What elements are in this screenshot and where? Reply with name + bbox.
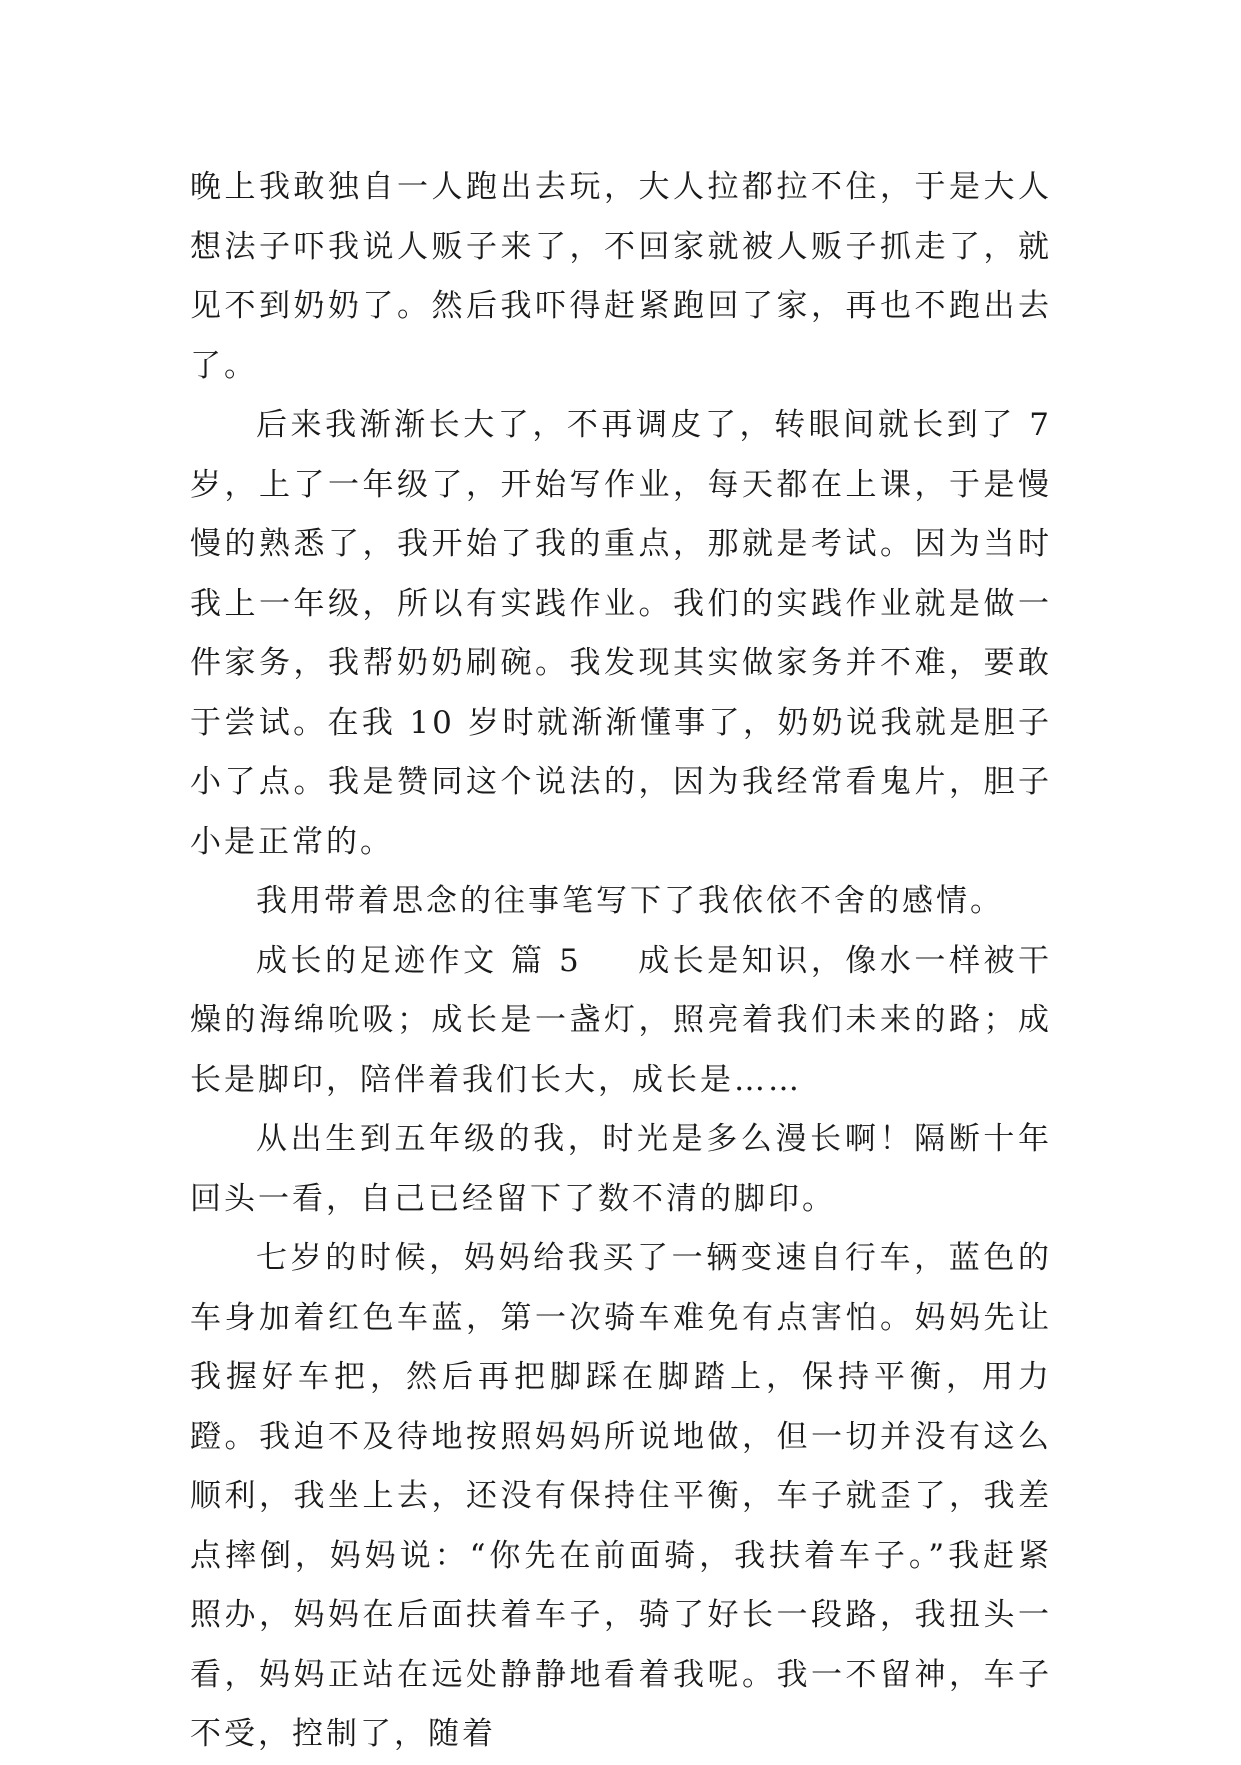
paragraph-4 [190, 932, 1052, 1111]
paragraph-5: 从出生到五年级的我，时光是多么漫长啊！隔断十年回头一看，自己已经留下了数不清的脚印。 [190, 1121, 1052, 1217]
paragraph-3: 我用带着思念的往事笔写下了我依依不舍的感情。 [256, 883, 1004, 919]
paragraph-2: 后来我渐渐长大了，不再调皮了，转眼间就长到了 7 岁，上了一年级了，开始写作业，每天都在上课，于是慢慢的熟悉了，我开始了我的重点，那就是考试。因为当时我上一年级，所以有实践作业。我们的实践作业就是做一件家务，我帮奶奶刷碗。我发现其实做家务并不难，要敢于尝试。在我 10 岁时就渐渐懂事了，奶奶说我就是胆子小了点。我是赞同这个说法的，因为我经常看鬼片，胆子小是正常的。 [190, 407, 1052, 860]
section-heading: 成长的足迹作文 篇 5 [256, 942, 582, 979]
paragraph-4-text: 成长是知识，像水一样被干燥的海绵吮吸；成长是一盏灯，照亮着我们未来的路；成长是脚印，陪伴着我们长大，成长是…… [190, 942, 1052, 1098]
document-body [190, 158, 1052, 1765]
paragraph-1: 晚上我敢独自一人跑出去玩，大人拉都拉不住，于是大人想法子吓我说人贩子来了，不回家就被人贩子抓走了，就见不到奶奶了。然后我吓得赶紧跑回了家，再也不跑出去了。 [190, 169, 1052, 384]
paragraph-6: 七岁的时候，妈妈给我买了一辆变速自行车，蓝色的车身加着红色车蓝，第一次骑车难免有点害怕。妈妈先让我握好车把，然后再把脚踩在脚踏上，保持平衡，用力蹬。我迫不及待地按照妈妈所说地做，但一切并没有这么顺利，我坐上去，还没有保持住平衡，车子就歪了，我差点摔倒，妈妈说：“你先在前面骑，我扶着车子。”我赶紧照办，妈妈在后面扶着车子，骑了好长一段路，我扭头一看，妈妈正站在远处静静地看着我呢。我一不留神，车子不受，控制了，随着 [190, 1240, 1052, 1752]
